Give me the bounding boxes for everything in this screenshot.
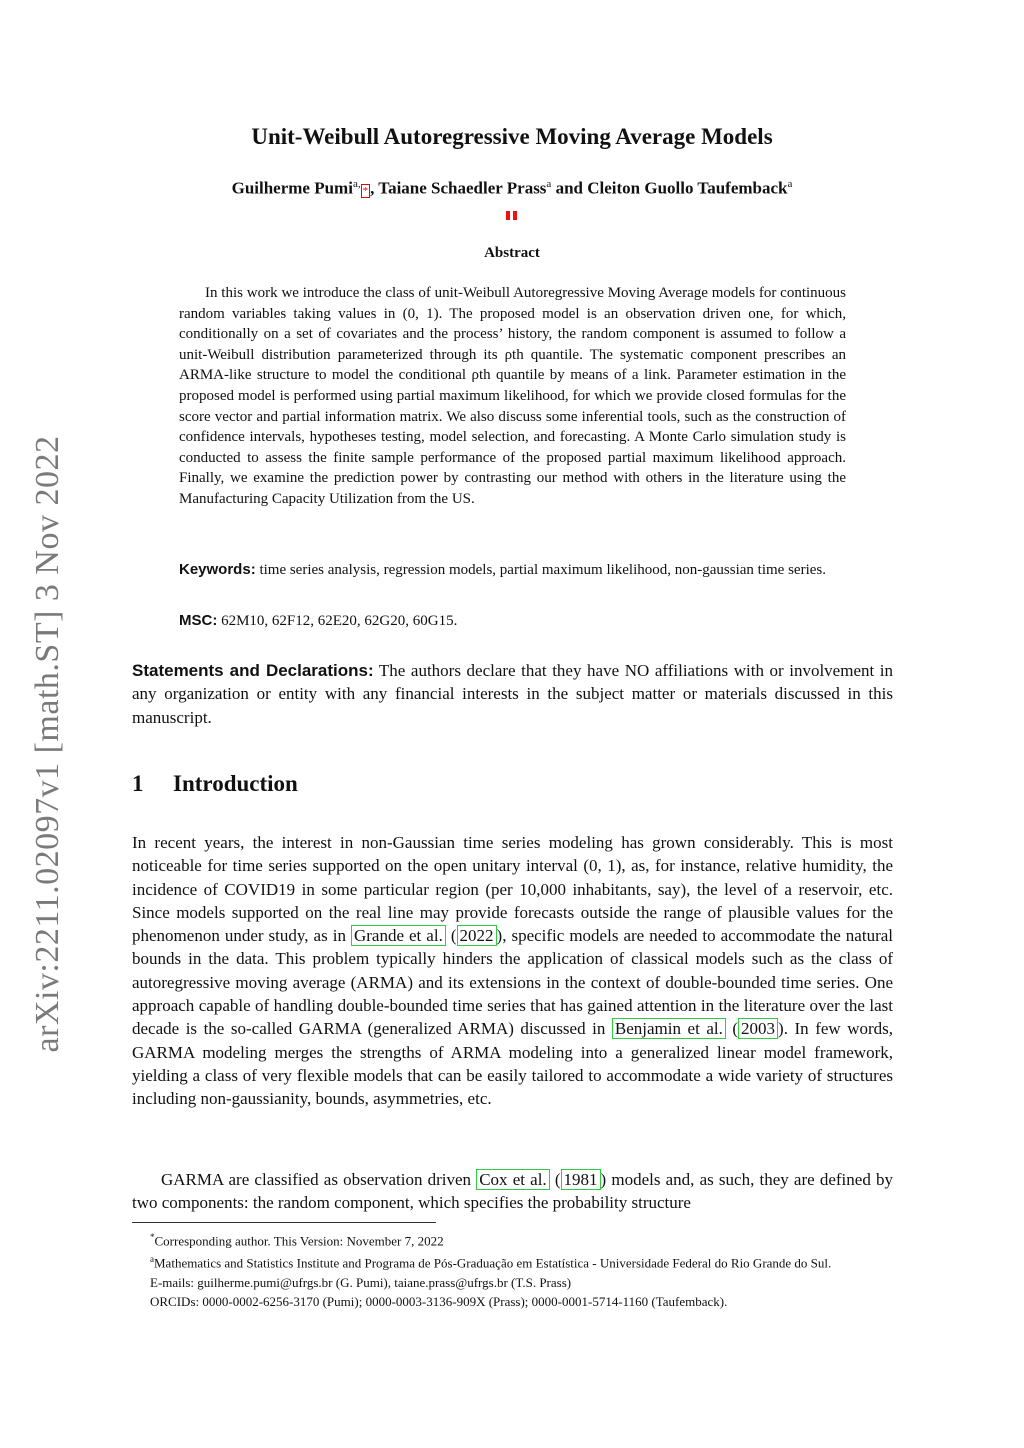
paragraph-text: GARMA are classified as observation driven	[161, 1170, 472, 1189]
citation-year-link[interactable]: 1981	[561, 1169, 601, 1190]
footnote: E-mails: guilherme.pumi@ufrgs.br (G. Pumi), taiane.prass@ufrgs.br (T.S. Prass)	[150, 1274, 572, 1290]
citation-year-link[interactable]: 2022	[457, 925, 497, 946]
statements-declarations	[132, 659, 893, 729]
author-conjunction: and	[555, 178, 583, 198]
citation-link[interactable]: Benjamin et al.	[612, 1018, 726, 1039]
paragraph: In recent years, the interest in non-Gaussian time series modeling has grown considerably. This is most noticeable for time series supported on the open unitary interval (0, 1), as, for instance, relative humidity, the incidence of COVID19 in some particular region (per 10,000 inhabitants, say), the level of a reservoir, etc. Since models supported on the real line may provide forecasts outside the range of plausible values for the phenomenon under study, as in Grande et al. ( 2022 ), specific models are needed to accommodate the natural bounds in the data. This problem typically hinders the application of classical models such as the class of autoregressive moving average (ARMA) and its extensions in the context of double-bounded time series. One approach capable of handling double-bounded time series that has gained attention in the literature over the last decade is the so-called GARMA (generalized ARMA) discussed in Benjamin et al. ( 2003 ). In few words, GARMA modeling merges the strengths of ARMA modeling into a generalized linear model framework, yielding a class of very flexible models that can be easily tailored to accommodate a wide variety of structures including non-gaussianity, bounds, asymmetries, etc.	[132, 833, 894, 1109]
affiliation-mark: a	[787, 178, 793, 190]
footnote-divider	[132, 1222, 436, 1223]
keywords	[179, 560, 846, 581]
footnote-mark: a	[150, 1254, 154, 1265]
paragraph-text: , specific models are needed to accommodate the natural bounds in the data. This problem typically hinders the application of classical models such as the class of autoregressive moving average (ARMA) and its extensions in the context of double-bounded time series. One approach capable of handling double-bounded time series that has gained attention in the literature over the last decade is the so-called GARMA (generalized ARMA) discussed in	[132, 926, 893, 1039]
affiliation-mark: a	[546, 178, 552, 190]
paragraph-text: In recent years, the interest in non-Gaussian time series modeling has grown considerably. This is most noticeable for time series supported on the open unitary interval (0, 1), as, for instance, relative humidity, the incidence of COVID19 in some particular region (per 10,000 inhabitants, say), the level of a reservoir, etc. Since models supported on the real line may provide forecasts outside the range of plausible values for the phenomenon under study, as in	[132, 833, 893, 946]
citation-link[interactable]: Grande et al.	[351, 925, 446, 946]
section-title: Introduction	[173, 771, 298, 796]
abstract-text: In this work we introduce the class of unit-Weibull Autoregressive Moving Average models for continuous random variables taking values in (0, 1). The proposed model is an observation driven one, for which, conditionally on a set of covariates and the process’ history, the random component is assumed to follow a unit-Weibull distribution parameterized through its ρth quantile. The systematic component prescribes an ARMA-like structure to model the conditional ρth quantile by means of a link. Parameter estimation in the proposed model is performed using partial maximum likelihood, for which we provide closed formulas for the score vector and partial information matrix. We also discuss some inferential tools, such as the construction of confidence intervals, hypotheses testing, model selection, and forecasting. A Monte Carlo simulation study is conducted to assess the finite sample performance of the proposed partial maximum likelihood approach. Finally, we examine the prediction power by contrasting our method with others in the literature using the Manufacturing Capacity Utilization from the US.	[179, 285, 846, 507]
link-marker[interactable]	[506, 211, 518, 220]
paragraph-text: . In few words, GARMA modeling merges the strengths of ARMA modeling into a generalized linear model framework, yielding a class of very flexible models that can be easily tailored to accommodate a wide variety of structures including non-gaussianity, bounds, asymmetries, etc.	[132, 1019, 894, 1109]
footnote-text: Mathematics and Statistics Institute and Programa de Pós-Graduação em Estatística - Universidade Federal do Rio Grande do Sul.	[154, 1255, 832, 1271]
footnote-link[interactable]: *	[362, 184, 369, 197]
footnote-text: Corresponding author. This Version: November 7, 2022	[154, 1233, 444, 1249]
abstract-heading: Abstract	[484, 245, 540, 261]
footnotes	[132, 1228, 893, 1311]
msc-label: MSC:	[179, 612, 218, 629]
section-number: 1	[132, 771, 144, 796]
citation-link[interactable]: Cox et al.	[476, 1169, 549, 1190]
arxiv-identifier-stamp: arXiv:2211.02097v1 [math.ST] 3 Nov 2022	[29, 435, 66, 1053]
footnote	[132, 1250, 893, 1272]
paragraph-text: models and, as such, they are defined by two components: the random component, which specifies the probability structure	[132, 1170, 893, 1213]
keywords-label: Keywords:	[179, 561, 256, 578]
affiliation-mark: a,	[352, 178, 361, 190]
msc-text: 62M10, 62F12, 62E20, 62G20, 60G15.	[221, 613, 458, 629]
section-heading	[132, 771, 298, 797]
footnote: ORCIDs: 0000-0002-6256-3170 (Pumi); 0000-0003-3136-909X (Prass); 0000-0001-5714-1160 (Taufemback).	[150, 1293, 728, 1309]
paragraph: GARMA are classified as observation driven Cox et al. ( 1981 ) models and, as such, they are defined by two components: the random component, which specifies the probability structure	[132, 1170, 893, 1213]
statements-text: The authors declare that they have NO affiliations with or involvement in any organization or entity with any financial interests in the subject matter or materials discussed in this manuscript.	[132, 661, 894, 727]
author-name: Cleiton Guollo Taufemback	[587, 178, 788, 198]
author-name: Guilherme Pumi	[231, 178, 353, 198]
msc-codes	[179, 611, 846, 632]
citation-year-link[interactable]: 2003	[738, 1018, 778, 1039]
statements-label: Statements and Declarations:	[132, 661, 374, 680]
footnote	[132, 1228, 893, 1250]
footnote-mark: *	[150, 1232, 155, 1242]
author-name: Taiane Schaedler Prass	[378, 178, 547, 198]
paper-title: Unit-Weibull Autoregressive Moving Average Models	[251, 124, 773, 149]
author-list: Guilherme Pumi$^{a,}$* , Taiane Schaedler Prass$^a$ and Cleiton Guollo Taufemback$^a$	[231, 178, 793, 198]
keywords-text: time series analysis, regression models, partial maximum likelihood, non-gaussian time series.	[259, 562, 826, 578]
